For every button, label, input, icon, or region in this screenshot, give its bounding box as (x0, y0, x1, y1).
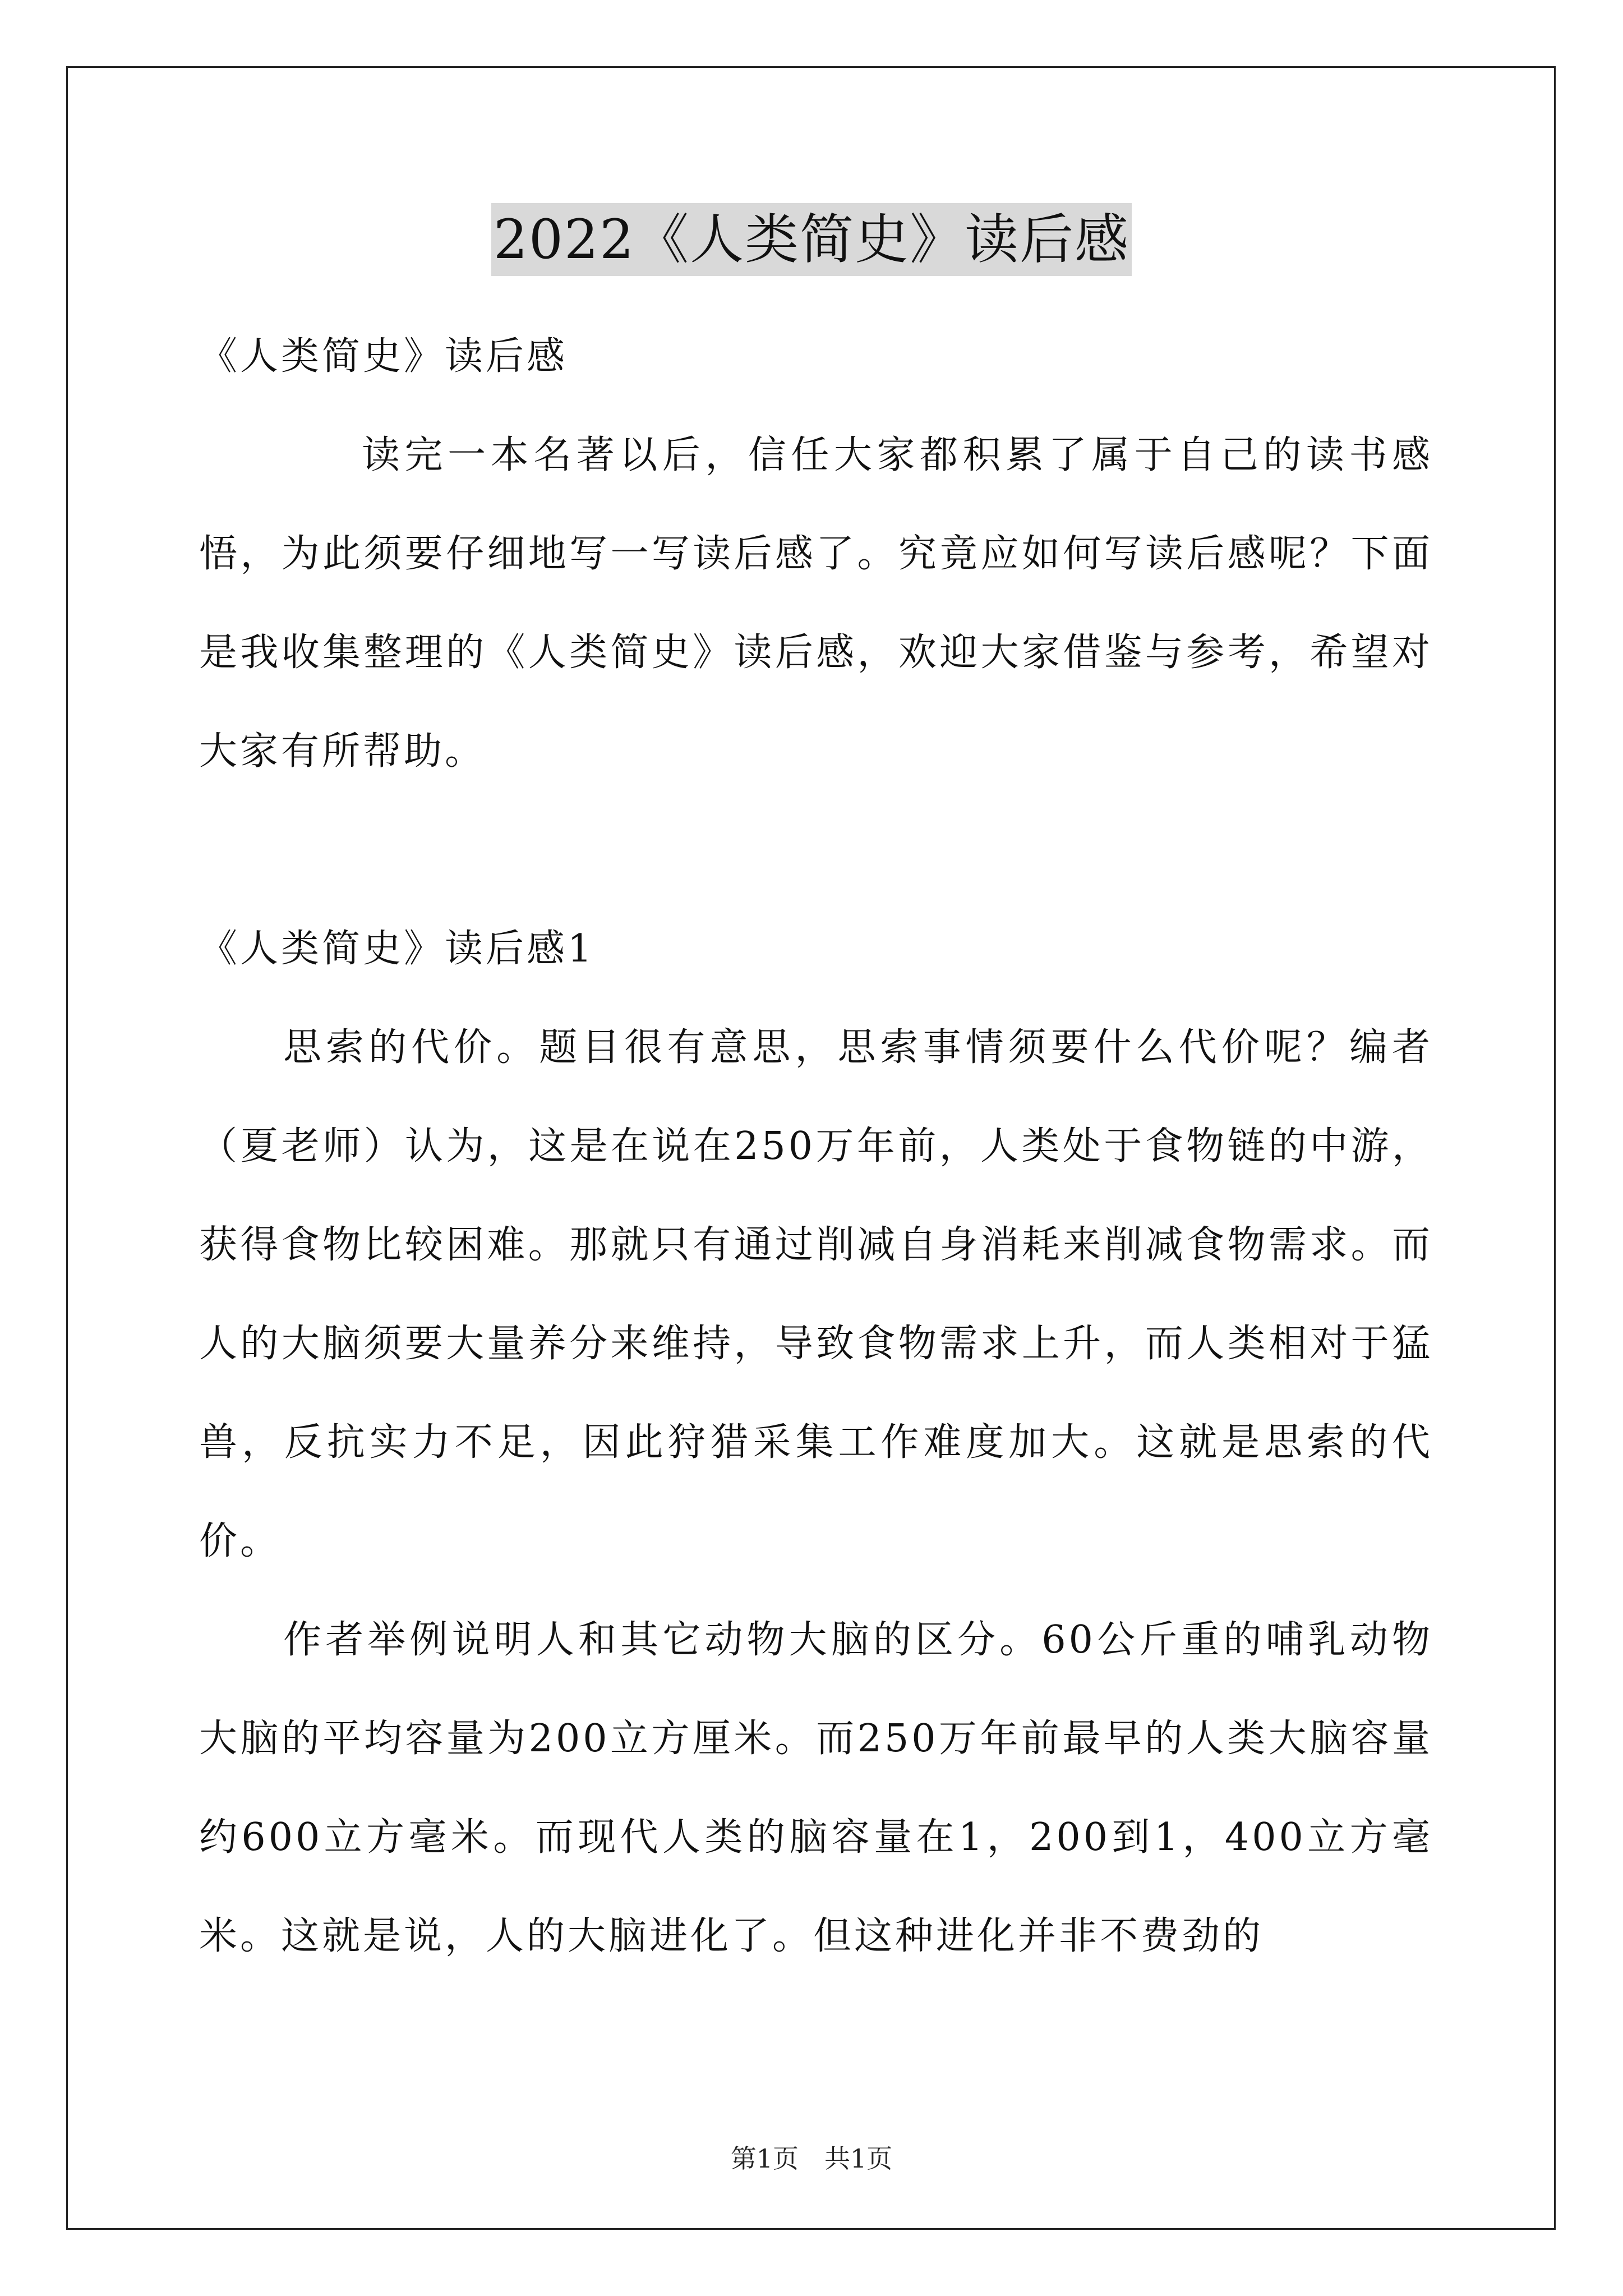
section-spacer (199, 801, 1433, 900)
page-footer (0, 2142, 1623, 2175)
page-total: 共1页 (824, 2143, 893, 2174)
title-container (0, 203, 1623, 276)
body-paragraph: 思索的代价。题目很有意思，思索事情须要什么代价呢？编者（夏老师）认为，这是在说在250万年前，人类处于食物链的中游，获得食物比较困难。那就只有通过削减自身消耗来削减食物需求。而人的大脑须要大量养分来维持，导致食物需求上升，而人类相对于猛兽，反抗实力不足，因此狩猎采集工作难度加大。这就是思索的代价。 (199, 1025, 1433, 1563)
body-paragraph: 作者举例说明人和其它动物大脑的区分。60公斤重的哺乳动物大脑的平均容量为200立方厘米。而250万年前最早的人类大脑容量约600立方毫米。而现代人类的脑容量在1，200到1，400立方毫米。这就是说，人的大脑进化了。但这种进化并非不费劲的 (199, 1618, 1433, 1958)
intro-paragraph: 读完一本名著以后，信任大家都积累了属于自己的读书感悟，为此须要仔细地写一写读后感了。究竟应如何写读后感呢？下面是我收集整理的《人类简史》读后感，欢迎大家借鉴与参考，希望对大家有所帮助。 (199, 433, 1433, 774)
document-subtitle: 《人类简史》读后感 (199, 334, 568, 379)
section-heading: 《人类简史》读后感1 (199, 927, 595, 971)
page-number: 第1页 (730, 2143, 799, 2174)
document-body (199, 307, 1433, 1986)
document-title: 2022《人类简史》读后感 (491, 203, 1132, 276)
